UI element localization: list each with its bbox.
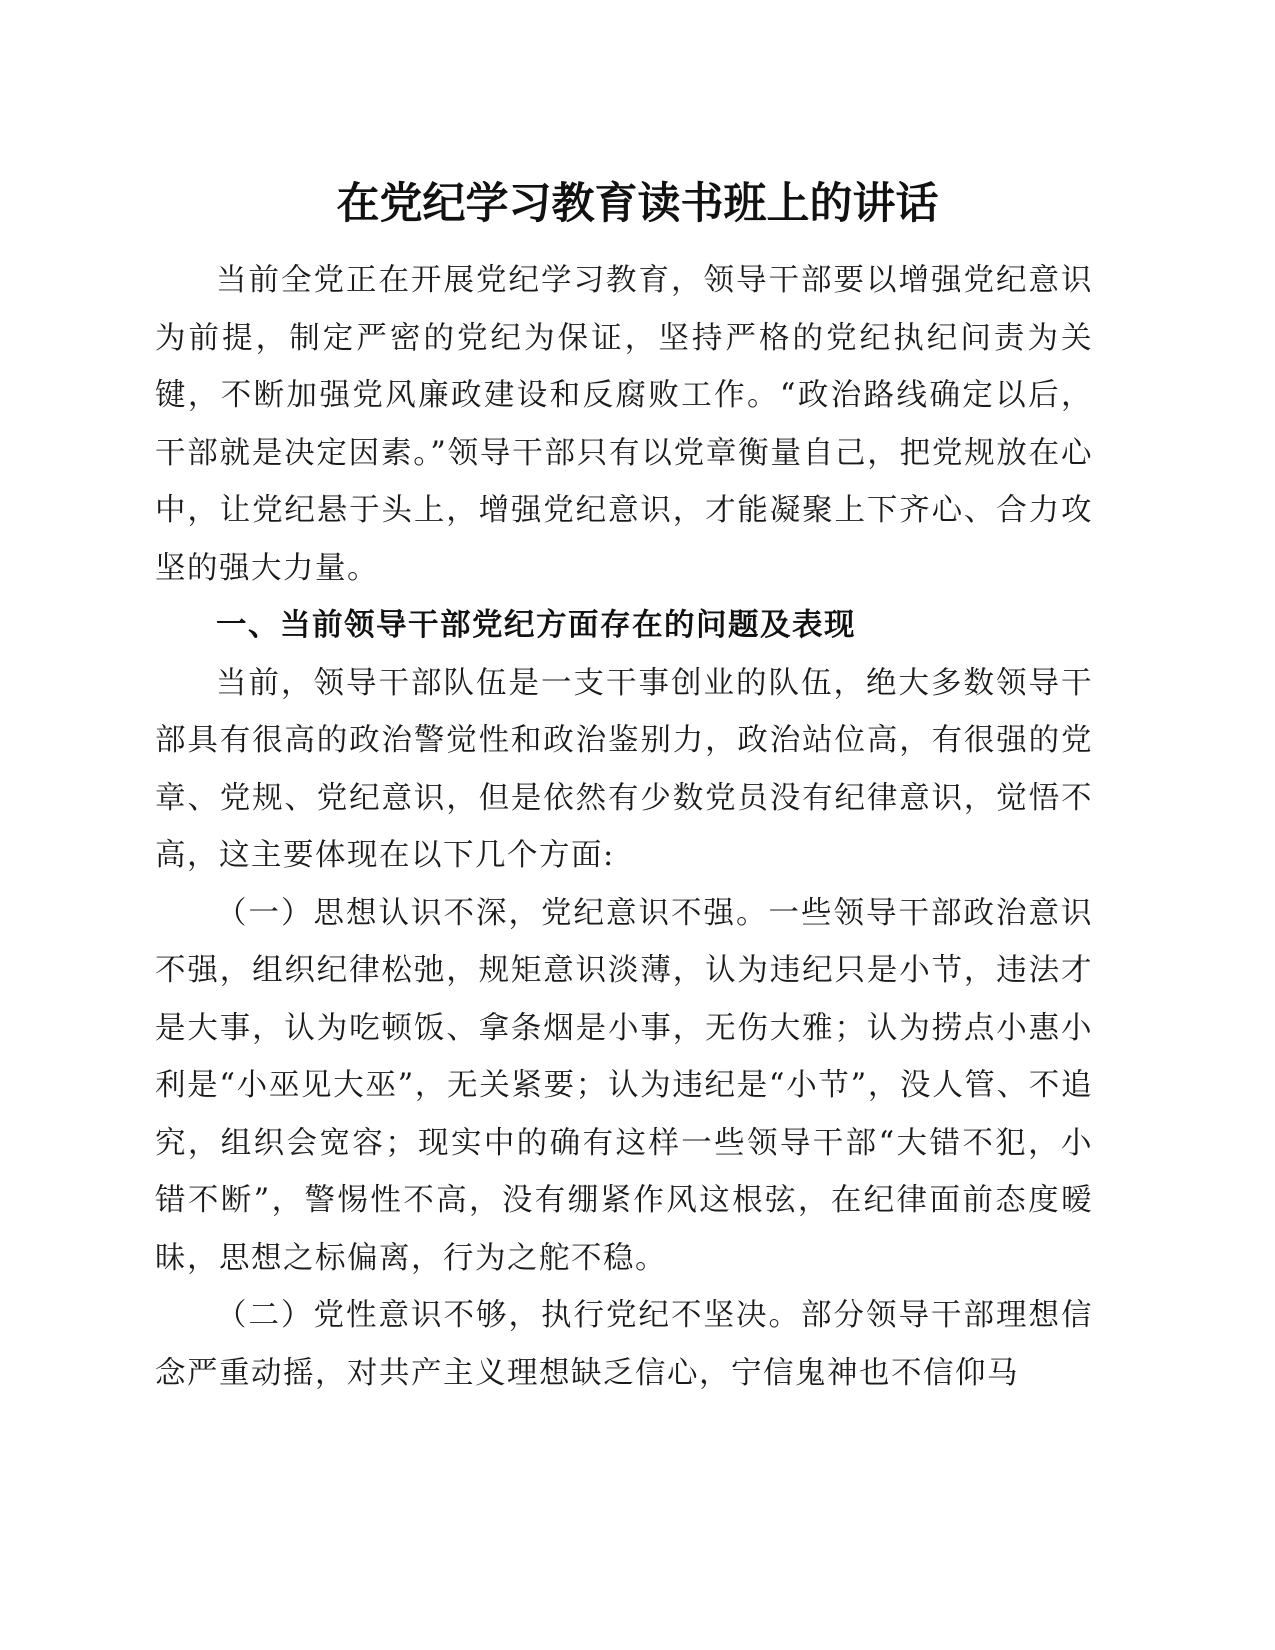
document-title: 在党纪学习教育读书班上的讲话 (336, 179, 939, 229)
subsection-2-paragraph: （二）党性意识不够，执行党纪不坚决。部分领导干部理想信念严重动摇，对共产主义理想缺乏信心，宁信鬼神也不信仰马 (155, 1298, 1093, 1391)
section-heading-1: 一、当前领导干部党纪方面存在的问题及表现 (216, 607, 856, 643)
document-body (155, 252, 1093, 1402)
subsection-1-paragraph: （一）思想认识不深，党纪意识不强。一些领导干部政治意识不强，组织纪律松弛，规矩意识淡薄，认为违纪只是小节，违法才是大事，认为吃顿饭、拿条烟是小事，无伤大雅；认为捞点小惠小利是“小巫见大巫”，无关紧要；认为违纪是“小节”，没人管、不追究，组织会宽容；现实中的确有这样一些领导干部“大错不犯，小错不断”，警惕性不高，没有绷紧作风这根弦，在纪律面前态度暧昧，思想之标偏离，行为之舵不稳。 (155, 895, 1093, 1276)
section-1-paragraph: 当前，领导干部队伍是一支干事创业的队伍，绝大多数领导干部具有很高的政治警觉性和政治鉴别力，政治站位高，有很强的党章、党规、党纪意识，但是依然有少数党员没有纪律意识，觉悟不高，这主要体现在以下几个方面: (155, 665, 1093, 873)
intro-paragraph: 当前全党正在开展党纪学习教育，领导干部要以增强党纪意识为前提，制定严密的党纪为保证，坚持严格的党纪执纪问责为关键，不断加强党风廉政建设和反腐败工作。“政治路线确定以后，干部就是决定因素。”领导干部只有以党章衡量自己，把党规放在心中，让党纪悬于头上，增强党纪意识，才能凝聚上下齐心、合力攻坚的强大力量。 (155, 263, 1093, 586)
